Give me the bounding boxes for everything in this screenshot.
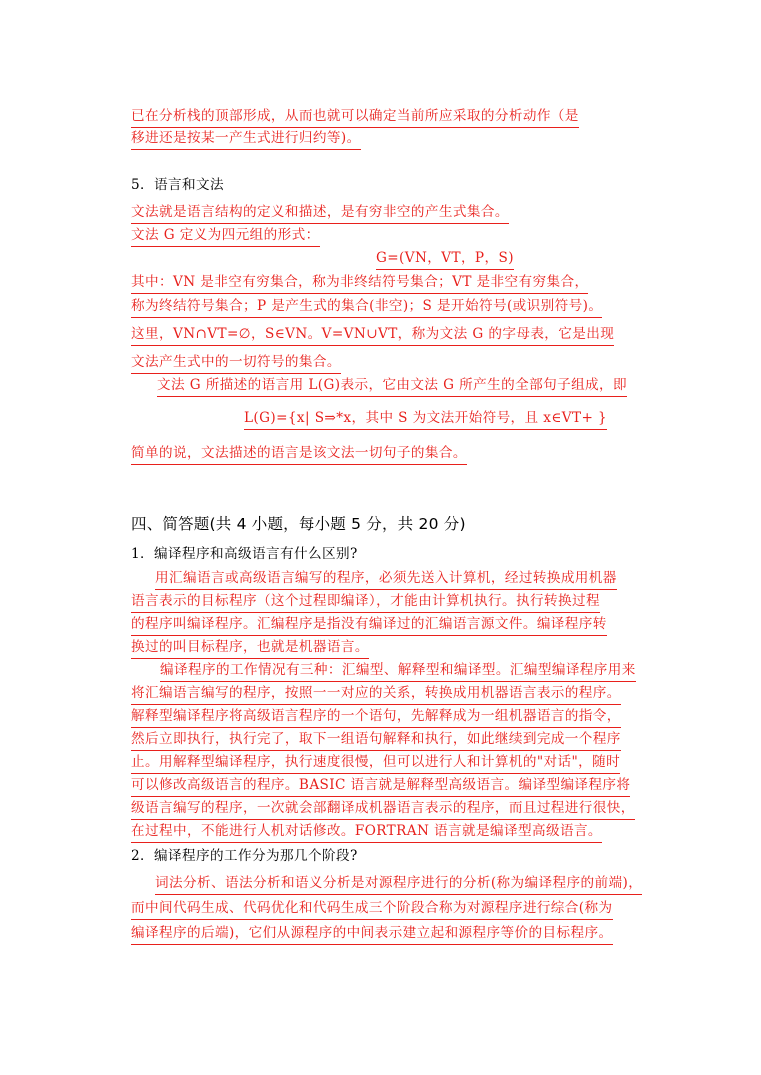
question-title: 1．编译程序和高级语言有什么区别?: [131, 546, 358, 562]
text-line: 文法就是语言结构的定义和描述，是有穷非空的产生式集合。: [131, 202, 509, 224]
question-title: 2．编译程序的工作分为那几个阶段?: [131, 848, 358, 864]
formula-grammar: G=(VN，VT，P，S): [376, 248, 514, 270]
answer-line: 词法分析、语法分析和语义分析是对源程序进行的分析(称为编译程序的前端)，: [155, 873, 642, 895]
text-line: 简单的说，文法描述的语言是该文法一切句子的集合。: [131, 443, 467, 465]
text-line: 文法 G 所描述的语言用 L(G)表示，它由文法 G 所产生的全部句子组成，即: [157, 375, 627, 397]
answer-line: 用汇编语言或高级语言编写的程序，必须先送入计算机，经过转换成用机器: [155, 568, 617, 590]
text-line: 其中：VN 是非空有穷集合，称为非终结符号集合；VT 是非空有穷集合，: [131, 272, 588, 294]
answer-line: 可以修改高级语言的程序。BASIC 语言就是解释型高级语言。编译型编译程序将: [131, 775, 630, 797]
answer-line: 止。用解释型编译程序，执行速度很慢，但可以进行人和计算机的"对话"，随时: [131, 752, 620, 774]
answer-line: 而中间代码生成、代码优化和代码生成三个阶段合称为对源程序进行综合(称为: [131, 898, 613, 920]
text-line: 称为终结符号集合；P 是产生式的集合(非空)；S 是开始符号(或识别符号)。: [131, 296, 602, 318]
formula-language: L(G)={x| S⇒*x，其中 S 为文法开始符号，且 x∈VT+ }: [244, 408, 607, 430]
section-heading: 5．语言和文法: [131, 177, 225, 193]
answer-line: 语言表示的目标程序（这个过程即编译），才能由计算机执行。执行转换过程: [131, 591, 600, 613]
answer-line: 然后立即执行，执行完了，取下一组语句解释和执行，如此继续到完成一个程序: [131, 729, 621, 751]
part-heading: 四、简答题(共 4 小题，每小题 5 分，共 20 分): [131, 515, 466, 533]
answer-line: 编译程序的后端)，它们从源程序的中间表示建立起和源程序等价的目标程序。: [131, 923, 613, 945]
text-line: 移进还是按某一产生式进行归约等)。: [131, 128, 361, 150]
answer-line: 解释型编译程序将高级语言程序的一个语句，先解释成为一组机器语言的指令，: [131, 706, 621, 728]
text-line: 这里，VN∩VT=∅，S∈VN。V=VN∪VT，称为文法 G 的字母表，它是出现: [131, 324, 614, 346]
text-line: 文法产生式中的一切符号的集合。: [131, 352, 341, 374]
answer-line: 级语言编写的程序，一次就会部翻译成机器语言表示的程序，而且过程进行很快，: [131, 798, 635, 820]
answer-line: 编译程序的工作情况有三种：汇编型、解释型和编译型。汇编型编译程序用来: [160, 660, 636, 682]
text-line: 已在分析栈的顶部形成，从而也就可以确定当前所应采取的分析动作（是: [131, 106, 579, 128]
answer-line: 的程序叫编译程序。汇编程序是指没有编译过的汇编语言源文件。编译程序转: [131, 614, 607, 636]
text-line: 文法 G 定义为四元组的形式：: [131, 225, 320, 247]
answer-line: 在过程中，不能进行人机对话修改。FORTRAN 语言就是编译型高级语言。: [131, 821, 602, 843]
answer-line: 将汇编语言编写的程序，按照一一对应的关系，转换成用机器语言表示的程序。: [131, 683, 621, 705]
answer-line: 换过的叫目标程序，也就是机器语言。: [131, 637, 369, 659]
